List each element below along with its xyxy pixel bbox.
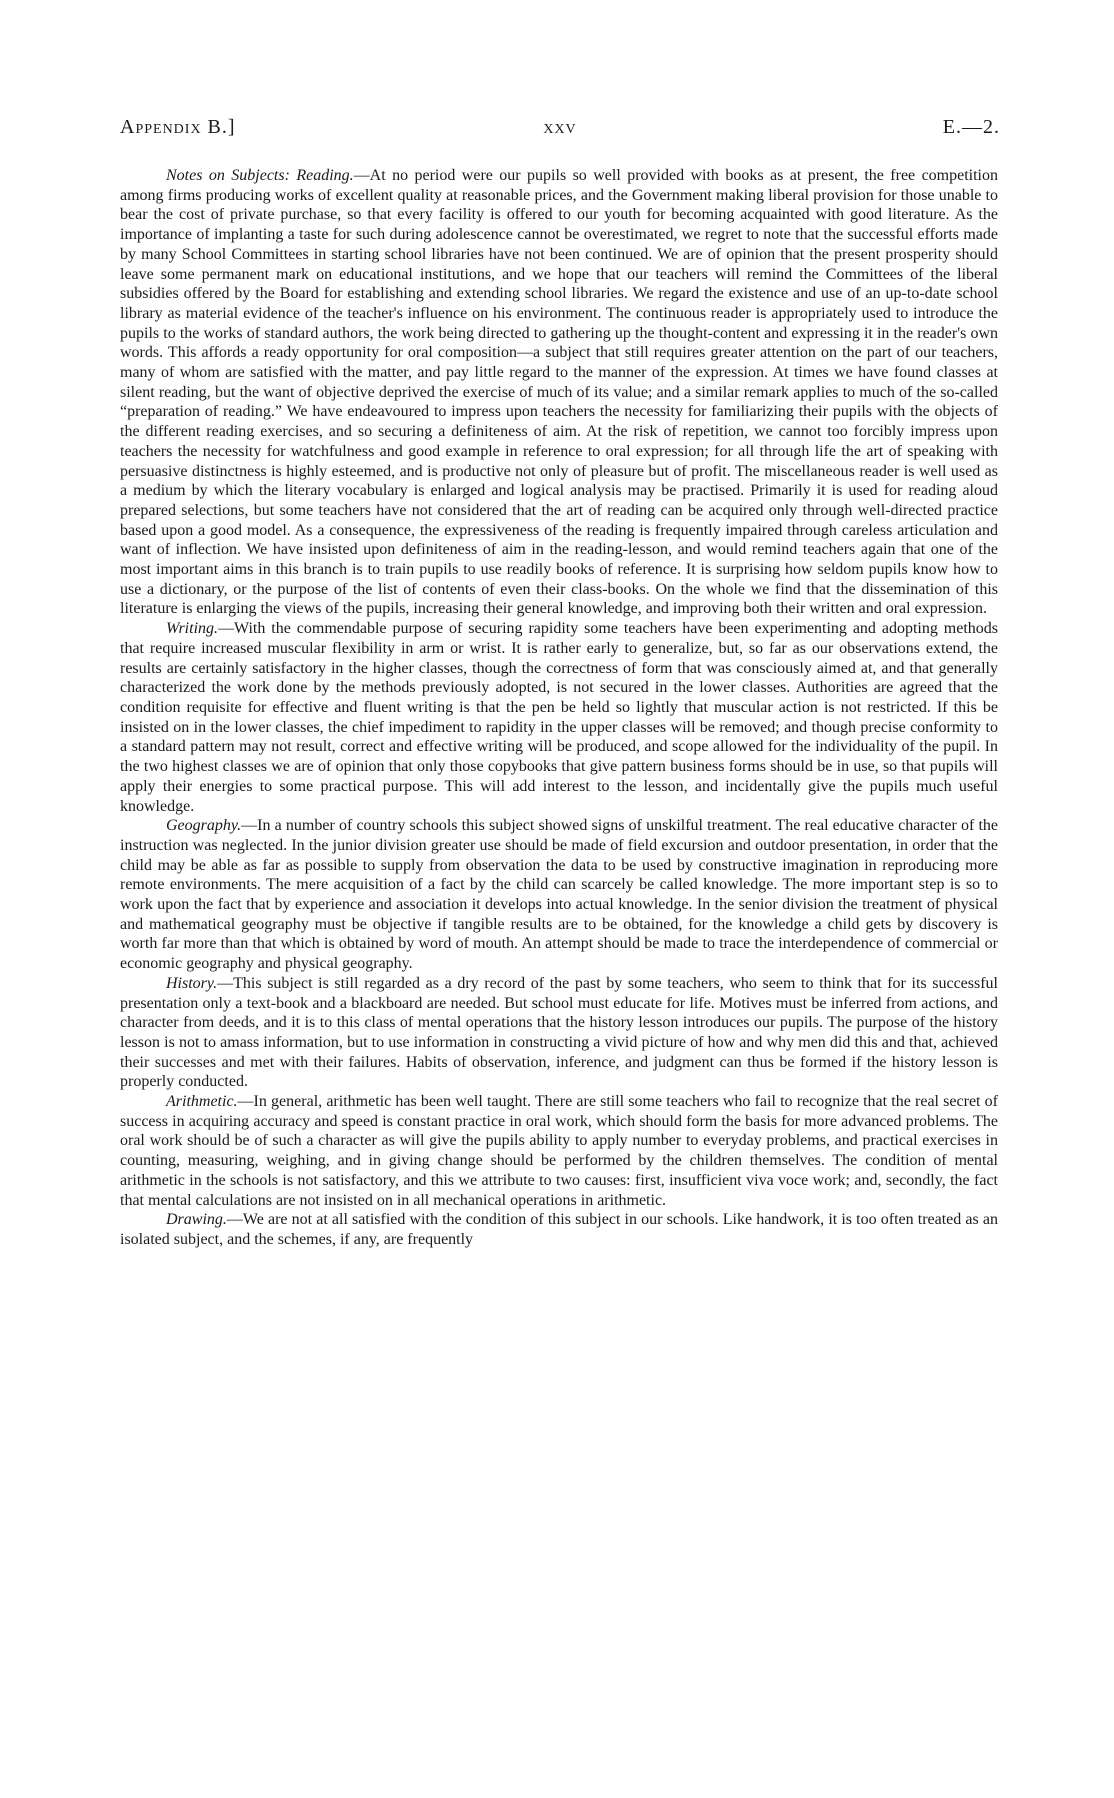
header-appendix-label: Appendix B.] [120, 116, 236, 138]
heading-drawing: Drawing. [166, 1211, 227, 1229]
header-page-number: xxv [543, 116, 577, 138]
text-reading: —At no period were our pupils so well provided with books as at present, the free competition among firms producing works of excellent quality at reasonable prices, and the Government making liberal provision for those unable to bear the cost of private purchase, so that every facility is offered to our youth for becoming acquainted with good literature. As the importance of implanting a taste for such during adolescence cannot be overestimated, we regret to note that the successful efforts made by many School Committees in starting school libraries have not been continued. We are of opinion that the present prosperity should leave some permanent mark on educational institutions, and we hope that our teachers will remind the Committees of the liberal subsidies offered by the Board for establishing and extending school libraries. We regard the existence and use of an up-to-date school library as material evidence of the teacher's influence on his environment. The continuous reader is appropriately used to introduce the pupils to the works of standard authors, the work being directed to gathering up the thought-content and expressing it in the reader's own words. This affords a ready opportunity for oral composition—a subject that still requires greater attention on the part of our teachers, many of whom are satisfied with the matter, and pay little regard to the manner of the expression. At times we have found classes at silent reading, but the want of objective deprived the exercise of much of its value; and a similar remark applies to much of the so-called “preparation of reading.” We have endeavoured to impress upon teachers the necessity for familiarizing their pupils with the objects of the different reading exercises, and so securing a definiteness of aim. At the risk of repetition, we cannot too forcibly impress upon teachers the necessity for watchfulness and good example in reference to oral expression; for all through life the art of speaking with persuasive distinctness is highly esteemed, and is productive not only of pleasure but of profit. The miscellaneous reader is well used as a medium by which the literary vocabulary is enlarged and logical analysis may be practised. Primarily it is used for reading aloud prepared selections, but some teachers have not considered that the art of reading can be acquired only through well-directed practice based upon a good model. As a consequence, the expressiveness of the reading is frequently impaired through careless articulation and want of inflection. We have insisted upon definiteness of aim in the reading-lesson, and would remind teachers again that one of the most important aims in this branch is to train pupils to use readily books of reference. It is surprising how seldom pupils know how to use a dictionary, or the purpose of the list of contents of even their class-books. On the whole we find that the dissemination of this literature is enlarging the views of the pupils, increasing their general knowledge, and improving both their written and oral expression. [120, 167, 998, 618]
heading-history: History. [166, 974, 218, 992]
heading-arithmetic: Arithmetic. [166, 1093, 238, 1111]
text-geography: —In a number of country schools this subject showed signs of unskilful treatment. The real educative character of the instruction was neglected. In the junior division greater use should be made of field excursion and outdoor presentation, in order that the child may be able as far as possible to supply from observation the data to be used by constructive imagination in reproducing more remote environments. The mere acquisition of a fact by the child can scarcely be called knowledge. The more important step is so to work upon the fact that by experience and association it develops into actual knowledge. In the senior division the treatment of physical and mathematical geography must be objective if tangible results are to be obtained, for the knowledge a child gets by discovery is worth far more than that which is obtained by word of mouth. An attempt should be made to trace the interdependence of commercial or economic geography and physical geography. [120, 817, 998, 973]
paragraph-geography [120, 816, 998, 974]
text-arithmetic: —In general, arithmetic has been well taught. There are still some teachers who fail to recognize that the real secret of success in acquiring accuracy and speed is constant practice in oral work, which should form the basis for more advanced problems. The oral work should be of such a character as will give the pupils ability to apply number to everyday problems, and practical exercises in counting, measuring, weighing, and in giving change should be performed by the children themselves. The condition of mental arithmetic in the schools is not satisfactory, and this we attribute to two causes: first, insufficient viva voce work; and, secondly, the fact that mental calculations are not insisted on in all mechanical operations in arithmetic. [120, 1093, 998, 1209]
text-writing: —With the commendable purpose of securing rapidity some teachers have been experimenting and adopting methods that require increased muscular flexibility in arm or wrist. It is rather early to generalize, but, so far as our observations extend, the results are certainly satisfactory in the higher classes, though the correctness of form that was consciously aimed at, and that generally characterized the work done by the methods previously adopted, is not secured in the lower classes. Authorities are agreed that the condition requisite for effective and fluent writing is that the pen be held so lightly that muscular action is not restricted. If this be insisted on in the lower classes, the chief impediment to rapidity in the upper classes will be removed; and though precise conformity to a standard pattern may not result, correct and effective writing will be produced, and scope allowed for the individuality of the pupil. In the two highest classes we are of opinion that only those copybooks that give pattern business forms should be in use, so that pupils will apply their energies to some practical purpose. This will add interest to the lesson, and incidentally give the pupils much useful knowledge. [120, 620, 998, 815]
heading-writing: Writing. [166, 620, 219, 638]
heading-geography: Geography. [166, 817, 242, 835]
paragraph-drawing [120, 1210, 998, 1249]
paragraph-history [120, 974, 998, 1092]
heading-reading: Notes on Subjects: Reading. [166, 167, 354, 184]
paragraph-arithmetic [120, 1092, 998, 1210]
paragraph-writing [120, 619, 998, 816]
report-body [120, 166, 998, 1250]
text-history: —This subject is still regarded as a dry record of the past by some teachers, who seem to think that for its successful presentation only a text-book and a blackboard are needed. But school must educate for life. Motives must be inferred from actions, and character from deeds, and it is to this class of mental operations that the history lesson introduces our pupils. The purpose of the history lesson is not to amass information, but to use information in constructing a vivid picture of how and why men did this and that, achieved their successes and met with their failures. Habits of observation, inference, and judgment can thus be formed if the history lesson is properly conducted. [120, 974, 998, 1091]
paragraph-reading [120, 166, 998, 619]
text-drawing: —We are not at all satisfied with the condition of this subject in our schools. Like handwork, it is too often treated as an isolated subject, and the schemes, if any, are frequently [120, 1211, 998, 1248]
header-document-code: E.—2. [942, 116, 1000, 138]
running-header [120, 116, 1000, 146]
